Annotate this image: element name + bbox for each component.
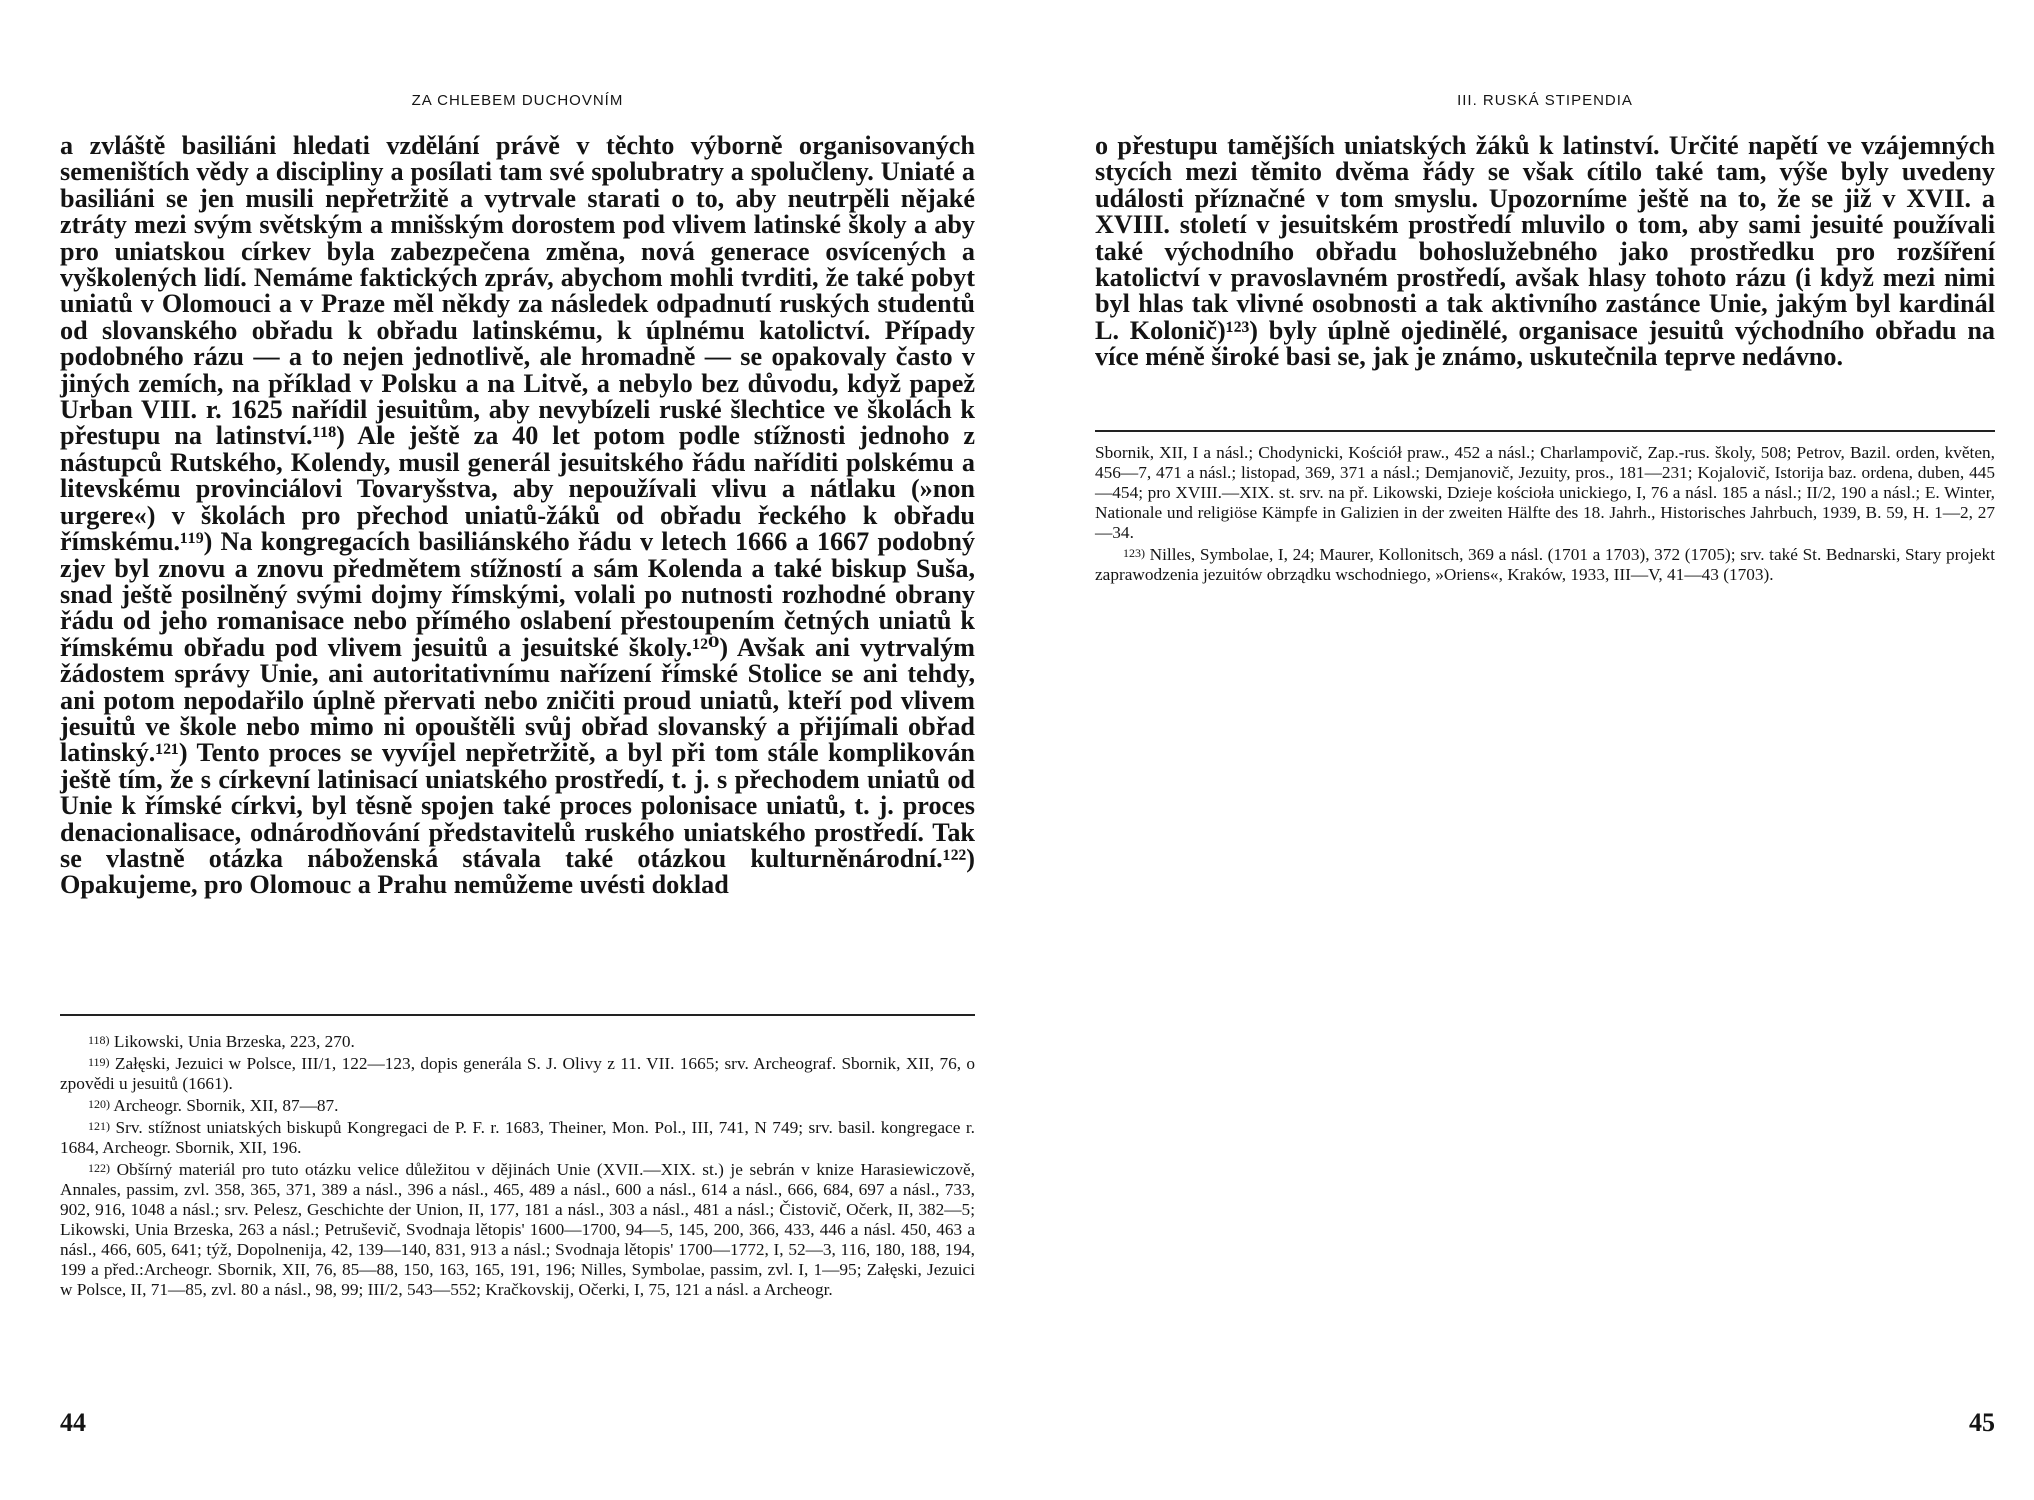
footnote-text: Nilles, Symbolae, I, 24; Maurer, Kollonitsch, 369 a násl. (1701 a 1703), 372 (1705); srv. také St. Bednarski, Stary projekt zaprawodzenia jezuitów obrządku wschodniego, »Oriens«, Kraków, 1933, III—V, 41—43 (1703). (1095, 545, 1995, 584)
footnote (1095, 543, 1995, 585)
footnote-number: 118) (88, 1033, 110, 1047)
footnote-text: Likowski, Unia Brzeska, 223, 270. (113, 1032, 355, 1051)
right-page (1095, 0, 1995, 1500)
footnote-number: 123) (1123, 546, 1145, 560)
footnote (60, 1030, 975, 1052)
running-head-right: III. RUSKÁ STIPENDIA (1457, 92, 1633, 109)
page-number-left: 44 (60, 1408, 86, 1437)
left-page (60, 0, 975, 1500)
footnote-number: 120) (88, 1097, 110, 1111)
footnote-continuation (1095, 443, 1995, 543)
body-text-left: a zvláště basiliáni hledati vzdělání právě v těchto výborně organisovaných semeništích vědy a discipliny a posílati tam své spolubratry a spolučleny. Uniaté a basiliáni se jen musili nepřetržitě a vytrvale starati o to, aby neutrpěli nějaké ztráty mezi svým světským a mnišským dorostem pod vlivem latinské školy a aby pro uniatskou církev byla zabezpečena změna, nová generace osvícených a vyškolených lidí. Nemáme faktických zpráv, abychom mohli tvrditi, že také pobyt uniatů v Olomouci a v Praze měl někdy za následek odpadnutí ruských studentů od slovanského obřadu k obřadu latinskému, k úplnému katolictví. Případy podobného rázu — a to nejen jednotlivě, ale hromadně — se opakovaly často v jiných zemích, na příklad v Polsku a na Litvě, a nebylo bez důvodu, když papež Urban VIII. r. 1625 nařídil jesuitům, aby nevybízeli ruské šlechtice ve školách k přestupu na latinství.¹¹⁸) Ale ještě za 40 let potom podle stížnosti jednoho z nástupců Rutského, Kolendy, musil generál jesuitského řádu naříditi polskému a litevskému provinciálovi Tovaryšstva, aby nepoužívali vlivu a nátlaku (»non urgere«) v školách pro přechod uniatů-žáků od obřadu řeckého k obřadu římskému.¹¹⁹) Na kongregacích basiliánského řádu v letech 1666 a 1667 podobný zjev byl znovu a znovu předmětem stížností a sám Kolenda a také biskup Suša, snad ještě posilněný svými dojmy římskými, volali po nutnosti rozhodné obrany řádu od jeho romanisace nebo přímého oslabení přestoupením četných uniatů k římskému obřadu pod vlivem jesuitů a jesuitské školy.¹²⁰) Avšak ani vytrvalým žádostem správy Unie, ani autoritativnímu nařízení římské Stolice se ani tehdy, ani potom nepodařilo úplně přervati nebo zničiti proud uniatů, kteří pod vlivem jesuitů ve škole nebo mimo ni opouštěli svůj obřad slovanský a přijímali obřad latinský.¹²¹) Tento proces se vyvíjel nepřetržitě, a byl při tom stále komplikován ještě tím, že s církevní latinisací uniatského prostředí, t. j. s přechodem uniatů od Unie k římské církvi, byl těsně spojen také proces polonisace uniatů, t. j. proces denacionalisace, odnárodňování představitelů ruského uniatského prostředí. Tak se vlastně otázka náboženská stávala také otázkou kulturněnárodní.¹²²) Opakujeme, pro Olomouc a Prahu nemůžeme uvésti doklad (60, 131, 975, 900)
footnote-text: Sbornik, XII, I a násl.; Chodynicki, Kościół praw., 452 a násl.; Charlampovič, Zap.-rus. školy, 508; Petrov, Bazil. orden, květen, 456—7, 471 a násl.; listopad, 369, 371 a násl.; Demjanovič, Jezuity, pros., 181—231; Kojalovič, Istorija baz. ordena, duben, 445—454; pro XVIII.—XIX. st. srv. na př. Likowski, Dzieje kościoła unickiego, I, 76 a násl. 185 a násl.; II/2, 190 a násl.; E. Winter, Nationale und religiöse Kämpfe in Galizien in der zweiten Hälfte des 18. Jahrh., Historisches Jahrbuch, 1939, B. 59, H. 1—2, 27—34. (1095, 443, 1995, 542)
footnote-text: Srv. stížnost uniatských biskupů Kongregaci de P. F. r. 1683, Theiner, Mon. Pol., III, 741, N 749; srv. basil. kongregace r. 1684, Archeogr. Sbornik, XII, 196. (60, 1118, 975, 1157)
footnote-number: 119) (88, 1055, 110, 1069)
footnote (60, 1116, 975, 1158)
footnote-text: Załęski, Jezuici w Polsce, III/1, 122—123, dopis generála S. J. Olivy z 11. VII. 1665; srv. Archeograf. Sbornik, XII, 76, o zpovědi u jesuitů (1661). (60, 1054, 975, 1093)
footnote (60, 1158, 975, 1300)
running-head-left: ZA CHLEBEM DUCHOVNÍM (411, 92, 624, 109)
page-number-right: 45 (1969, 1408, 1995, 1437)
footnote-rule-left (60, 1014, 975, 1016)
footnote-number: 121) (88, 1119, 110, 1133)
footnote (60, 1052, 975, 1094)
footnotes-right (1095, 443, 1995, 585)
body-text-right: o přestupu tamějších uniatských žáků k latinství. Určité napětí ve vzájemných stycích mezi těmito dvěma řády se však cítilo také tam, výše byly uvedeny události příznačné v tom smyslu. Upozorníme ještě na to, že se již v XVII. a XVIII. století v jesuitském prostředí mluvilo o tom, aby sami jesuité používali také východního obřadu bohoslužebného jako prostředku pro rozšíření katolictví v pravoslavném prostředí, avšak hlasy tohoto rázu (i když mezi nimi byl hlas tak vlivné osobnosti a tak aktivního zastánce Unie, jakým byl kardinál L. Kolonič)¹²³) byly úplně ojedinělé, organisace jesuitů východního obřadu na více méně široké basi se, jak je známo, uskutečnila teprve nedávno. (1095, 131, 1995, 372)
footnote (60, 1094, 975, 1116)
footnote-text: Archeogr. Sbornik, XII, 87—87. (113, 1096, 339, 1115)
footnote-rule-right (1095, 430, 1995, 432)
footnote-text: Obšírný materiál pro tuto otázku velice důležitou v dějinách Unie (XVII.—XIX. st.) je sebrán v knize Harasiewiczově, Annales, passim, zvl. 358, 365, 371, 389 a násl., 396 a násl., 465, 489 a násl., 600 a násl., 614 a násl., 666, 684, 697 a násl., 733, 902, 916, 1048 a násl.; srv. Pelesz, Geschichte der Union, II, 177, 181 a násl., 303 a násl., 481 a násl.; Čistovič, Očerk, II, 382—5; Likowski, Unia Brzeska, 263 a násl.; Petruševič, Svodnaja lětopis' 1600—1700, 94—5, 145, 200, 366, 433, 446 a násl. 450, 463 a násl., 466, 605, 641; týž, Dopolnenija, 42, 139—140, 831, 913 a násl.; Svodnaja lětopis' 1700—1772, I, 52—3, 116, 180, 188, 194, 199 a před.:Archeogr. Sbornik, XII, 76, 85—88, 150, 163, 165, 191, 196; Nilles, Symbolae, passim, zvl. I, 1—95; Załęski, Jezuici w Polsce, II, 71—85, zvl. 80 a násl., 98, 99; III/2, 543—552; Kračkovskij, Očerki, I, 75, 121 a násl. a Archeogr. (60, 1160, 976, 1299)
footnotes-left (60, 1030, 975, 1300)
footnote-number: 122) (88, 1161, 110, 1175)
